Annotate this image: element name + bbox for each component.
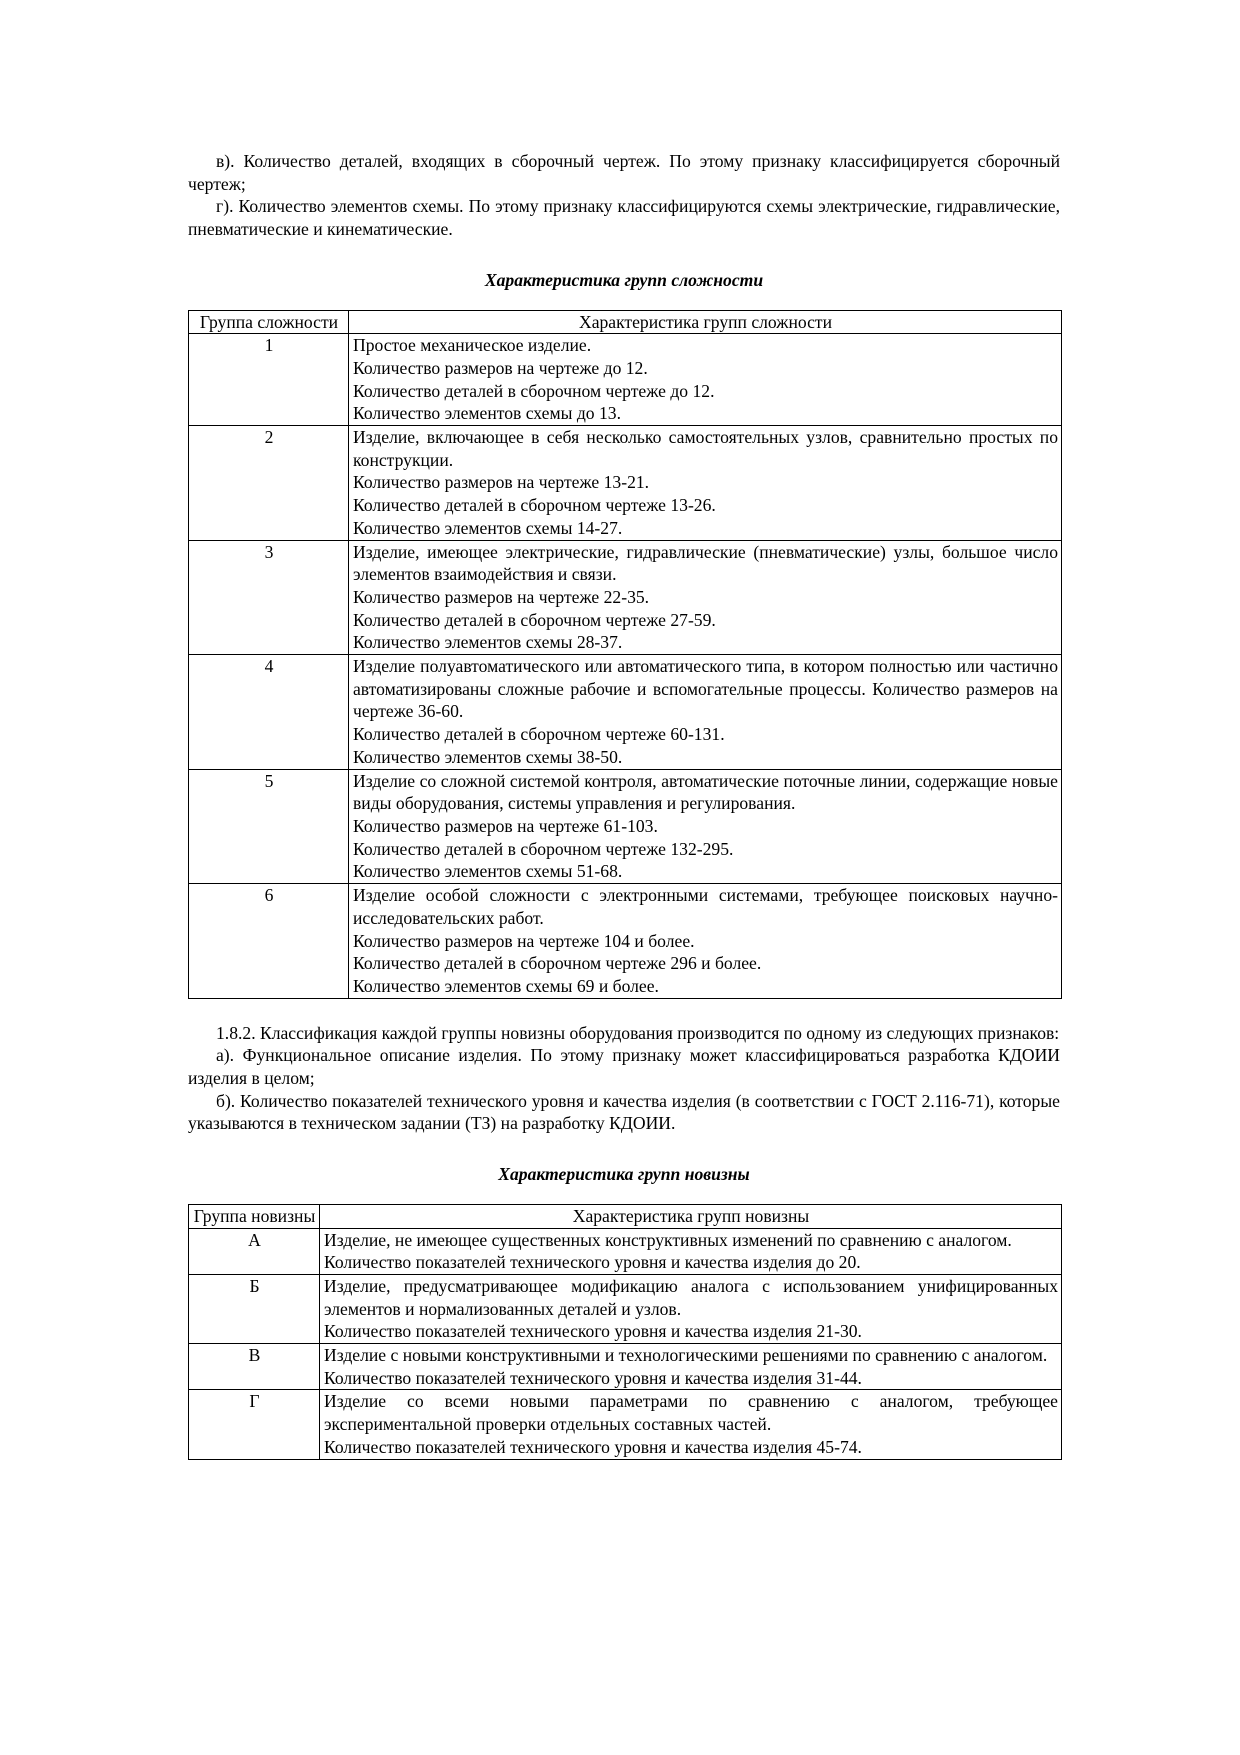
complexity-group-description [349,540,1062,655]
section-paragraph-b: б). Количество показателей технического уровня и качества изделия (в соответствии с ГОСТ 2.116-71), которые указываются в техническом задании (ТЗ) на разработку КДОИИ. [188,1090,1060,1134]
document-page [188,150,1060,1460]
description-line: Количество размеров на чертеже 61-103. [353,815,658,836]
novelty-group-description [320,1274,1062,1343]
table-row [189,334,1062,426]
complexity-group-number: 3 [189,540,349,655]
description-line: Количество деталей в сборочном чертеже 27-59. [353,609,716,630]
description-line: Изделие полуавтоматического или автоматического типа, в котором полностью или частично автоматизированы сложные рабочие и вспомогательные процессы. Количество размеров на чертеже 36-60. [353,656,1058,722]
novelty-group-description [320,1344,1062,1390]
description-line: Количество элементов схемы 38-50. [353,746,623,767]
description-line: Количество деталей в сборочном чертеже до 12. [353,380,715,401]
description-line: Количество размеров на чертеже до 12. [353,357,648,378]
description-line: Количество размеров на чертеже 104 и более. [353,930,695,951]
novelty-group-description [320,1390,1062,1459]
description-line: Изделие, не имеющее существенных конструктивных изменений по сравнению с аналогом. [324,1229,1012,1250]
table-row [189,1390,1062,1459]
complexity-table-header-row [189,310,1062,334]
novelty-table [188,1204,1062,1460]
section-1-8-2-paragraph: 1.8.2. Классификация каждой группы новизны оборудования производится по одному из следующих признаков: [216,1022,1060,1043]
description-line: Изделие, включающее в себя несколько самостоятельных узлов, сравнительно простых по конструкции. [353,427,1058,470]
complexity-group-number: 5 [189,769,349,884]
novelty-header-description: Характеристика групп новизны [320,1204,1062,1228]
description-line: Количество элементов схемы 69 и более. [353,975,659,996]
description-line: Количество показателей технического уровня и качества изделия 45-74. [324,1436,862,1457]
complexity-group-number: 4 [189,655,349,770]
table-row [189,426,1062,541]
complexity-header-description: Характеристика групп сложности [349,310,1062,334]
complexity-group-description [349,334,1062,426]
description-line: Количество показателей технического уровня и качества изделия 21-30. [324,1321,862,1342]
description-line: Количество показателей технического уровня и качества изделия до 20. [324,1252,861,1273]
description-line: Простое механическое изделие. [353,335,592,356]
description-line: Количество элементов схемы 51-68. [353,861,623,882]
description-line: Количество деталей в сборочном чертеже 60-131. [353,724,725,745]
novelty-group-letter: В [189,1344,320,1390]
intro-paragraph-v: в). Количество деталей, входящих в сборочный чертеж. По этому признаку классифицируется сборочный чертеж; [188,151,1060,194]
description-line: Изделие со сложной системой контроля, автоматические поточные линии, содержащие новые виды оборудования, системы управления и регулирования. [353,770,1058,814]
description-line: Количество размеров на чертеже 22-35. [353,586,650,607]
complexity-group-number: 1 [189,334,349,426]
description-line: Количество деталей в сборочном чертеже 13-26. [353,495,716,516]
novelty-group-description [320,1228,1062,1274]
table-row [189,769,1062,884]
complexity-group-number: 6 [189,884,349,999]
description-line: Изделие, имеющее электрические, гидравлические (пневматические) узлы, большое число элементов взаимодействия и связи. [353,541,1058,585]
novelty-group-letter: Б [189,1274,320,1343]
novelty-table-title: Характеристика групп новизны [498,1164,750,1185]
table-row [189,540,1062,655]
novelty-header-group: Группа новизны [189,1204,320,1228]
novelty-table-body [189,1228,1062,1459]
description-line: Количество показателей технического уровня и качества изделия 31-44. [324,1367,862,1388]
description-line: Количество элементов схемы до 13. [353,403,621,424]
description-line: Изделие особой сложности с электронными системами, требующее поисковых научно-исследовательских работ. [353,885,1058,928]
complexity-header-group: Группа сложности [189,310,349,334]
table-row [189,1274,1062,1343]
description-line: Изделие с новыми конструктивными и технологическими решениями по сравнению с аналогом. [324,1345,1048,1366]
complexity-table-body [189,334,1062,998]
complexity-group-description [349,426,1062,541]
description-line: Количество деталей в сборочном чертеже 296 и более. [353,953,762,974]
table-row [189,655,1062,770]
complexity-group-description [349,769,1062,884]
table-row [189,1228,1062,1274]
intro-paragraph-g: г). Количество элементов схемы. По этому признаку классифицируются схемы электрические, гидравлические, пневматические и кинематические. [188,196,1060,240]
description-line: Количество размеров на чертеже 13-21. [353,472,650,493]
table-row [189,884,1062,999]
description-line: Количество деталей в сборочном чертеже 132-295. [353,838,734,859]
description-line: Количество элементов схемы 14-27. [353,517,623,538]
complexity-table [188,310,1062,999]
novelty-group-letter: А [189,1228,320,1274]
novelty-table-header-row [189,1204,1062,1228]
description-line: Изделие, предусматривающее модификацию аналога с использованием унифицированных элементов и нормализованных деталей и узлов. [324,1275,1058,1319]
section-paragraph-a: а). Функциональное описание изделия. По этому признаку может классифицироваться разработка КДОИИ изделия в целом; [188,1045,1060,1089]
table-row [189,1344,1062,1390]
description-line: Изделие со всеми новыми параметрами по сравнению с аналогом, требующее экспериментальной проверки отдельных составных частей. [324,1391,1058,1435]
complexity-table-title: Характеристика групп сложности [484,269,764,290]
complexity-group-description [349,884,1062,999]
complexity-group-number: 2 [189,426,349,541]
complexity-group-description [349,655,1062,770]
description-line: Количество элементов схемы 28-37. [353,632,623,653]
novelty-group-letter: Г [189,1390,320,1459]
